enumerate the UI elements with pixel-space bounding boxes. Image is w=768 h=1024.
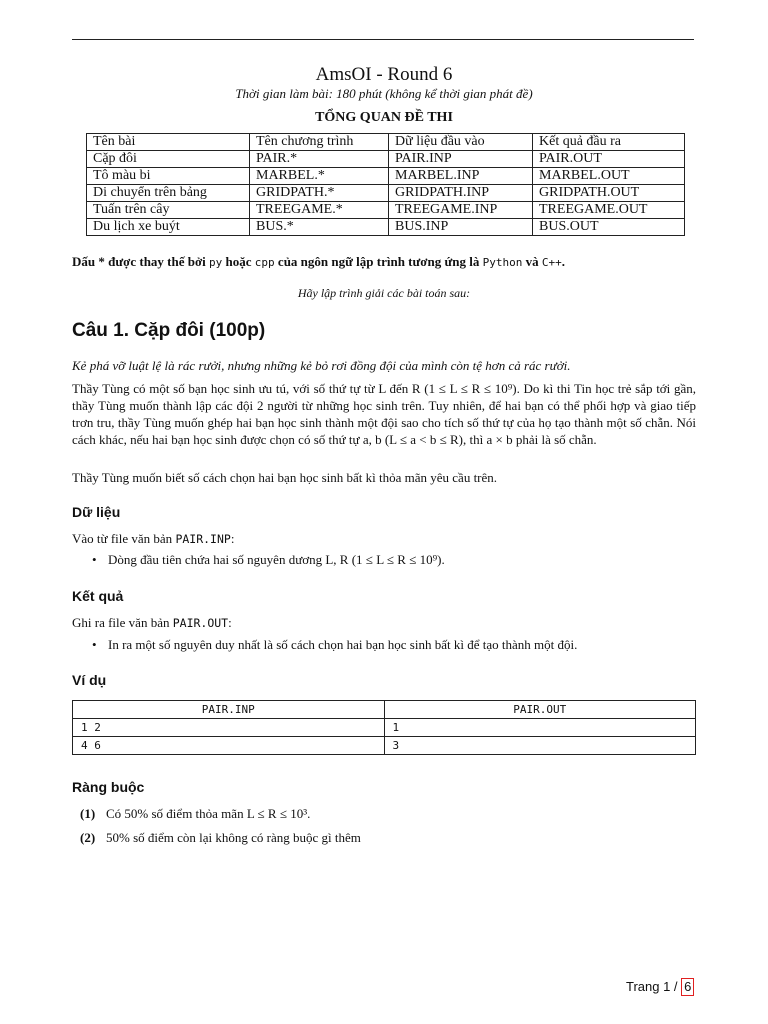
table-cell: Du lịch xe buýt — [87, 219, 250, 236]
problem-quote: Kẻ phá vỡ luật lệ là rác rưởi, nhưng những kẻ bỏ rơi đồng đội của mình còn tệ hơn cả rác rưởi. — [72, 358, 571, 373]
overview-table — [86, 133, 685, 236]
note-text: . — [561, 254, 566, 269]
table-header-cell: Tên chương trình — [250, 134, 389, 151]
problem-statement: Thầy Tùng có một số bạn học sinh ưu tú, với số thứ tự từ L đến R (1 ≤ L ≤ R ≤ 10⁹). Do kì thi Tin học trẻ sắp tới gần, thầy Tùng muốn thành lập các đội 2 người từ những học sinh trên. Tuy nhiên, để hai bạn có thể phối hợp và giao tiếp trơn tru, thầy Tùng muốn ghép hai bạn học sinh thành một đội sao cho tích số thứ tự của họ tạo thành một số chẵn. Nói cách khác, nếu hai bạn học sinh được chọn có số thứ tự a, b (L ≤ a < b ≤ R), thì a × b phải là số chẵn. — [72, 381, 696, 447]
example-heading: Ví dụ — [72, 672, 107, 688]
table-row — [73, 737, 696, 755]
table-cell: MARBEL.OUT — [533, 168, 685, 185]
table-row — [87, 219, 685, 236]
constraint-item — [80, 806, 680, 822]
table-cell: PAIR.OUT — [533, 151, 685, 168]
table-row — [87, 151, 685, 168]
input-heading: Dữ liệu — [72, 504, 121, 520]
bullet-icon: • — [92, 637, 97, 652]
note-code: C++ — [541, 256, 562, 269]
table-cell: Di chuyển trên bảng — [87, 185, 250, 202]
table-cell: 4 6 — [73, 737, 385, 755]
table-cell: MARBEL.* — [250, 168, 389, 185]
intro-text: Hãy lập trình giải các bài toán sau: — [297, 286, 471, 300]
table-header-row — [87, 134, 685, 151]
table-cell: Tô màu bi — [87, 168, 250, 185]
output-heading: Kết quả — [72, 588, 124, 604]
table-cell: BUS.* — [250, 219, 389, 236]
constraint-text: Có 50% số điểm thỏa mãn L ≤ R ≤ 10³. — [106, 806, 311, 821]
note-code: cpp — [254, 256, 275, 269]
table-header-cell: PAIR.INP — [73, 701, 385, 719]
table-cell: TREEGAME.* — [250, 202, 389, 219]
input-colon: : — [230, 531, 235, 546]
page-total-link[interactable]: 6 — [681, 978, 694, 996]
table-row — [87, 185, 685, 202]
table-cell: PAIR.* — [250, 151, 389, 168]
table-cell: GRIDPATH.* — [250, 185, 389, 202]
table-cell: 1 — [384, 719, 696, 737]
page-footer — [626, 978, 694, 996]
input-intro-text: Vào từ file văn bản — [72, 531, 173, 546]
table-header-cell: PAIR.OUT — [384, 701, 696, 719]
table-row — [87, 168, 685, 185]
note-code: Python — [482, 256, 523, 269]
example-table — [72, 700, 696, 755]
input-intro — [72, 530, 696, 548]
table-cell: TREEGAME.OUT — [533, 202, 685, 219]
time-note: Thời gian làm bài: 180 phút (không kể thời gian phát đề) — [235, 86, 533, 101]
table-cell: BUS.INP — [389, 219, 533, 236]
output-colon: : — [228, 615, 232, 630]
table-cell: TREEGAME.INP — [389, 202, 533, 219]
output-intro — [72, 614, 696, 632]
note-code: py — [209, 256, 223, 269]
input-bullet — [92, 552, 696, 568]
table-row — [73, 719, 696, 737]
note-text: của ngôn ngữ lập trình tương ứng là — [277, 254, 480, 269]
constraint-item — [80, 830, 680, 846]
table-header-cell: Dữ liệu đầu vào — [389, 134, 533, 151]
table-cell: GRIDPATH.OUT — [533, 185, 685, 202]
note-text: hoặc — [225, 254, 252, 269]
header-rule — [72, 39, 694, 40]
constraint-number: (2) — [80, 830, 96, 845]
table-row — [87, 202, 685, 219]
table-header-row — [73, 701, 696, 719]
output-intro-text: Ghi ra file văn bản — [72, 615, 170, 630]
output-bullet-text: In ra một số nguyên duy nhất là số cách chọn hai bạn học sinh bất kì để tạo thành một đội. — [108, 637, 578, 652]
overview-heading: TỔNG QUAN ĐỀ THI — [315, 110, 453, 125]
page-label: Trang 1 / — [626, 979, 678, 994]
input-bullet-text: Dòng đầu tiên chứa hai số nguyên dương L, R (1 ≤ L ≤ R ≤ 10⁹). — [108, 552, 445, 567]
table-cell: Tuấn trên cây — [87, 202, 250, 219]
output-filename: PAIR.OUT — [172, 616, 229, 630]
table-cell: BUS.OUT — [533, 219, 685, 236]
constraint-number: (1) — [80, 806, 96, 821]
table-header-cell: Tên bài — [87, 134, 250, 151]
table-header-cell: Kết quả đầu ra — [533, 134, 685, 151]
problem-heading: Câu 1. Cặp đôi (100p) — [72, 320, 266, 341]
problem-question: Thầy Tùng muốn biết số cách chọn hai bạn học sinh bất kì thỏa mãn yêu cầu trên. — [72, 470, 498, 485]
language-note — [72, 254, 712, 270]
table-cell: 1 2 — [73, 719, 385, 737]
input-filename: PAIR.INP — [175, 532, 231, 546]
table-cell: MARBEL.INP — [389, 168, 533, 185]
output-bullet — [92, 637, 696, 653]
table-cell: Cặp đôi — [87, 151, 250, 168]
bullet-icon: • — [92, 552, 97, 567]
table-cell: 3 — [384, 737, 696, 755]
table-cell: GRIDPATH.INP — [389, 185, 533, 202]
table-cell: PAIR.INP — [389, 151, 533, 168]
page-title: AmsOI - Round 6 — [315, 64, 453, 85]
constraints-heading: Ràng buộc — [72, 779, 145, 795]
note-text: và — [525, 254, 539, 269]
note-text: Dấu * được thay thế bởi — [72, 254, 206, 269]
constraint-text: 50% số điểm còn lại không có ràng buộc gì thêm — [106, 830, 361, 845]
